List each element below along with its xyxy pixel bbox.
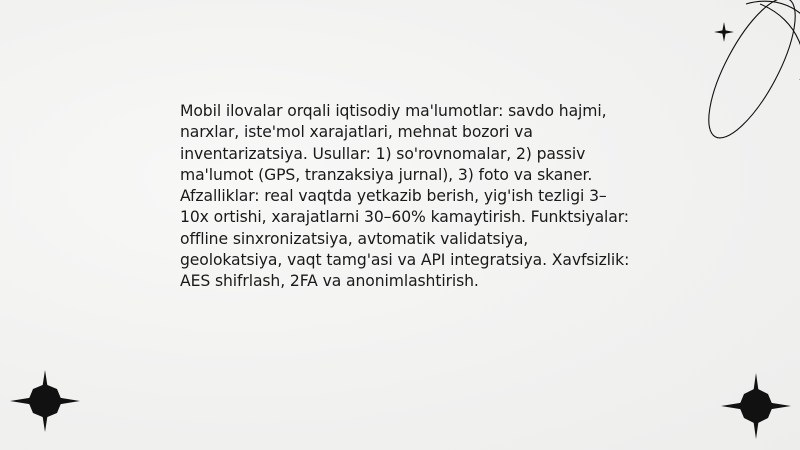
slide-body-text: Mobil ilovalar orqali iqtisodiy ma'lumotlar: savdo hajmi, narxlar, iste'mol xarajatlari, mehnat bozori va inventarizatsiya. Usullar: 1) so'rovnomalar, 2) passiv ma'lumot (GPS, tranzaksiya jurnal), 3) foto va skaner. Afzalliklar: real vaqtda yetkazib berish, yig'ish tezligi 3–10x ortishi, xarajatlarni 30–60% kamaytirish. Funktsiyalar: offline sinxronizatsiya, avtomatik validatsiya, geolokatsiya, vaqt tamg'asi va API integratsiya. Xavfsizlik: AES shifrlash, 2FA va anonimlashtirish. — [180, 102, 630, 291]
four-point-star-icon — [721, 373, 791, 439]
orbit-lines-icon — [660, 0, 800, 145]
four-point-star-icon — [10, 370, 80, 432]
